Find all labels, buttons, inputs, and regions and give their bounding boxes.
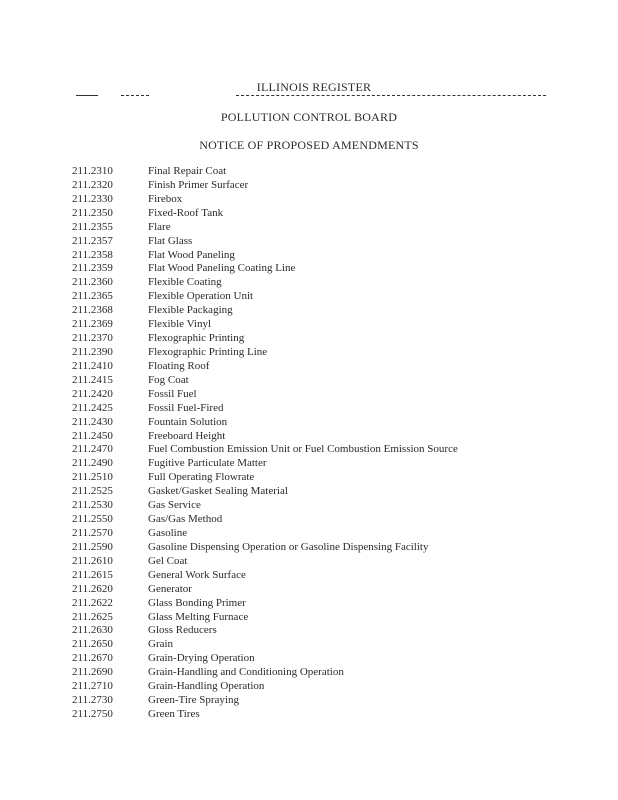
header-rule-middle [121,95,149,96]
defined-term: Finish Primer Surfacer [148,178,249,191]
defined-term: Flat Wood Paneling [148,248,235,261]
definition-row [72,666,458,680]
notice-title: NOTICE OF PROPOSED AMENDMENTS [199,138,419,152]
section-number: 211.2430 [72,415,113,428]
definition-row [72,527,458,541]
section-number: 211.2320 [72,178,113,191]
section-number: 211.2425 [72,401,113,414]
defined-term: Green Tires [148,707,200,720]
definition-row [72,652,458,666]
section-number: 211.2710 [72,680,113,693]
defined-term: Glass Melting Furnace [148,610,249,623]
section-number: 211.2350 [72,206,113,219]
section-number: 211.2630 [72,624,113,637]
definition-row [72,555,458,569]
definition-row [72,638,458,652]
definition-row [72,499,458,513]
defined-term: Flexographic Printing [148,332,245,345]
definition-row [72,708,458,722]
section-number: 211.2470 [72,443,113,456]
defined-term: Gasoline [148,526,188,539]
section-number: 211.2450 [72,429,113,442]
definition-row [72,249,458,263]
section-number: 211.2368 [72,304,113,317]
definition-row [72,235,458,249]
section-number: 211.2550 [72,513,113,526]
section-number: 211.2490 [72,457,113,470]
defined-term: General Work Surface [148,568,246,581]
section-number: 211.2355 [72,220,113,233]
defined-term: Gasket/Gasket Sealing Material [148,485,288,498]
section-number: 211.2622 [72,596,113,609]
section-number: 211.2359 [72,262,113,275]
definition-row [72,290,458,304]
definition-row [72,624,458,638]
board-title: POLLUTION CONTROL BOARD [220,110,398,124]
defined-term: Green-Tire Spraying [148,694,239,707]
definition-row [72,611,458,625]
definition-row [72,430,458,444]
section-number: 211.2420 [72,387,113,400]
section-number: 211.2610 [72,554,113,567]
defined-term: Fixed-Roof Tank [148,206,224,219]
section-number: 211.2510 [72,471,113,484]
section-number: 211.2570 [72,526,113,539]
definition-row [72,304,458,318]
defined-term: Gasoline Dispensing Operation or Gasoline Dispensing Facility [148,540,429,553]
defined-term: Fugitive Particulate Matter [148,457,267,470]
definition-row [72,193,458,207]
section-number: 211.2530 [72,499,113,512]
definition-row [72,207,458,221]
defined-term: Flexible Packaging [148,304,233,317]
definition-row [72,457,458,471]
definition-row [72,332,458,346]
register-title: ILLINOIS REGISTER [254,80,374,95]
section-number: 211.2590 [72,540,113,553]
section-number: 211.2615 [72,568,113,581]
defined-term: Fog Coat [148,373,189,386]
section-number: 211.2390 [72,345,113,358]
section-number: 211.2670 [72,652,113,665]
section-number: 211.2620 [72,582,113,595]
defined-term: Flexible Operation Unit [148,290,254,303]
defined-term: Gel Coat [148,554,188,567]
section-number: 211.2358 [72,248,113,261]
definition-row [72,402,458,416]
defined-term: Grain-Handling and Conditioning Operation [148,666,344,679]
definition-row [72,485,458,499]
defined-term: Flat Wood Paneling Coating Line [148,262,296,275]
section-number: 211.2410 [72,359,113,372]
definition-row [72,179,458,193]
defined-term: Generator [148,582,192,595]
section-number: 211.2650 [72,638,113,651]
section-number: 211.2369 [72,318,113,331]
section-number: 211.2360 [72,276,113,289]
defined-term: Grain-Drying Operation [148,652,255,665]
section-number: 211.2730 [72,694,113,707]
defined-term: Grain [148,638,174,651]
defined-term: Flexographic Printing Line [148,345,268,358]
definition-row [72,416,458,430]
section-number: 211.2525 [72,485,113,498]
definition-row [72,360,458,374]
definition-row [72,569,458,583]
defined-term: Fuel Combustion Emission Unit or Fuel Combustion Emission Source [148,443,458,456]
section-number: 211.2625 [72,610,113,623]
definition-row [72,388,458,402]
definition-row [72,276,458,290]
defined-term: Flexible Vinyl [148,318,211,331]
definition-row [72,262,458,276]
definitions-list [72,165,458,722]
definition-row [72,221,458,235]
section-number: 211.2330 [72,192,113,205]
defined-term: Full Operating Flowrate [148,471,255,484]
definition-row [72,346,458,360]
defined-term: Gas Service [148,499,201,512]
section-number: 211.2690 [72,666,113,679]
definition-row [72,443,458,457]
definition-row [72,694,458,708]
defined-term: Grain-Handling Operation [148,680,265,693]
section-number: 211.2370 [72,332,113,345]
section-number: 211.2365 [72,290,113,303]
header-rule-right [236,95,546,96]
defined-term: Floating Roof [148,359,210,372]
section-number: 211.2415 [72,373,113,386]
section-number: 211.2357 [72,234,113,247]
header-rule-left [76,95,98,96]
definition-row [72,318,458,332]
defined-term: Firebox [148,192,183,205]
definition-row [72,583,458,597]
defined-term: Flat Glass [148,234,193,247]
defined-term: Fountain Solution [148,415,228,428]
defined-term: Gloss Reducers [148,624,217,637]
defined-term: Final Repair Coat [148,165,227,177]
defined-term: Fossil Fuel-Fired [148,401,224,414]
defined-term: Freeboard Height [148,429,226,442]
defined-term: Flexible Coating [148,276,222,289]
definition-row [72,374,458,388]
defined-term: Glass Bonding Primer [148,596,246,609]
defined-term: Fossil Fuel [148,387,197,400]
defined-term: Flare [148,220,171,233]
section-number: 211.2750 [72,707,113,720]
definition-row [72,513,458,527]
definition-row [72,165,458,179]
defined-term: Gas/Gas Method [148,513,223,526]
section-number: 211.2310 [72,165,113,177]
definition-row [72,680,458,694]
definition-row [72,471,458,485]
definition-row [72,597,458,611]
definition-row [72,541,458,555]
